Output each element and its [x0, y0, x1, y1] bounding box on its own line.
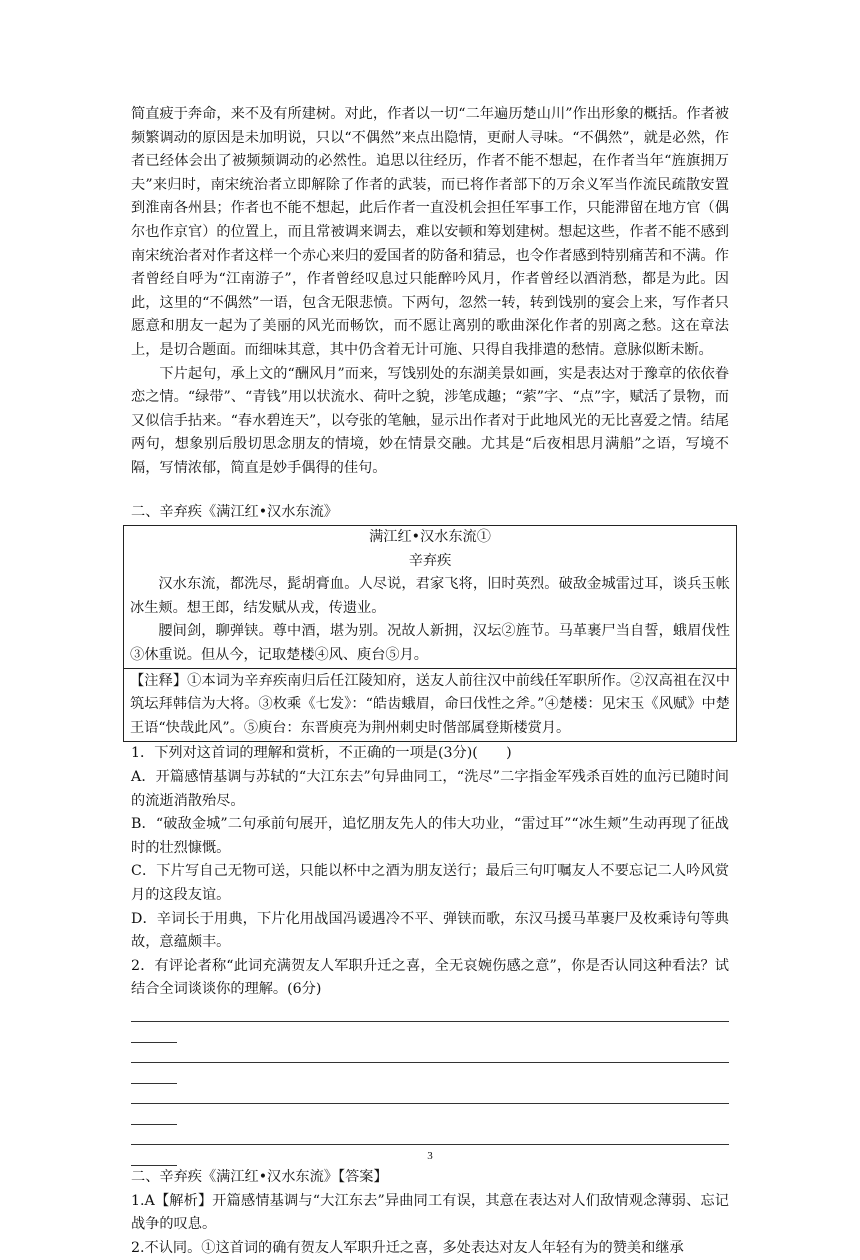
analysis-paragraph-1: 简直疲于奔命，来不及有所建树。对此，作者以一切“二年遍历楚山川”作出形象的概括。作者被频繁调动的原因是未加明说，只以“不偶然”来点出隐情，更耐人寻味。“不偶然”，就是必然，作者已经体会出了被频频调动的必然性。追思以往经历，作者不能不想起，在作者当年“旌旗拥万夫”来归时，南宋统治者立即解除了作者的武装，而已将作者部下的万余义军当作流民疏散安置到淮南各州县；作者也不能不想起，此后作者一直没机会担任军事工作，只能滞留在地方官（偶尔也作京官）的位置上，而且常被调来调去，难以安顿和筹划建树。想起这些，作者不能不感到南宋统治者对作者这样一个赤心来归的爱国者的防备和猜忌，也令作者感到特别痛苦和不满。作者曾经自呼为“江南游子”，作者曾经叹息过只能醉吟风月，作者曾经以酒消愁，都是为此。因此，这里的“不偶然”一语，包含无限悲愤。下两句，忽然一转，转到饯别的宴会上来，写作者只愿意和朋友一起为了美丽的风光而畅饮，而不愿让离别的歌曲深化作者的别离之愁。这在章法上，是切合题面。而细味其意，其中仍含着无计可施、只得自我排遣的愁情。意脉似断未断。 — [131, 106, 729, 358]
answer-line — [131, 1002, 729, 1023]
answer-line-short — [131, 1022, 177, 1043]
page-content — [131, 103, 729, 1260]
question-1-option-d: D．辛词长于用典，下片化用战国冯谖遇冷不平、弹铗而歌，东汉马援马革裹尸及枚乘诗句等典故，意蕴颇丰。 — [131, 910, 729, 951]
poem-title: 满江红•汉水东流① — [369, 529, 491, 546]
question-2: 2．有评论者称“此词充满贺友人军职升迁之喜，全无哀婉伤感之意”，你是否认同这种看法？试结合全词谈谈你的理解。(6分) — [131, 957, 729, 998]
answer-line-short — [131, 1104, 177, 1125]
section-title: 二、辛弃疾《满江红•汉水东流》 — [131, 503, 338, 520]
poem-stanza-2: 腰间剑，聊弹铗。尊中酒，堪为别。况故人新拥，汉坛②旌节。马革裹尸当自誓，蛾眉伐性③休重说。但从今，记取楚楼④风、庾台⑤月。 — [130, 623, 730, 664]
page-number: 3 — [427, 1150, 433, 1162]
answer-line — [131, 1125, 729, 1146]
answer-line — [131, 1084, 729, 1105]
answer-2: 2.不认同。①这首词的确有贺友人军职升迁之喜，多处表达对友人年轻有为的赞美和继承 — [131, 1239, 684, 1256]
poem-stanza-1: 汉水东流，都洗尽，髭胡膏血。人尽说，君家飞将，旧时英烈。破敌金城雷过耳，谈兵玉帐冰生颊。想王郎，结发赋从戎，传遗业。 — [130, 576, 730, 616]
answer-title: 二、辛弃疾《满江红•汉水东流》【答案】 — [131, 1168, 388, 1185]
question-1-option-a: A．开篇感情基调与苏轼的“大江东去”句异曲同工，“洗尽”二字指金军残杀百姓的血污已随时间的流逝消散殆尽。 — [131, 769, 729, 809]
answer-line-short — [131, 1063, 177, 1084]
analysis-paragraph-2: 下片起句，承上文的“酬风月”而来，写饯别处的东湖美景如画，实是表达对于豫章的依依眷恋之情。“绿带”、“青钱”用以状流水、荷叶之貌，涉笔成趣；“萦”字、“点”字，赋活了景物，而又似信手拈来。“春水碧连天”，以夸张的笔触，显示出作者对于此地风光的无比喜爱之情。结尾两句，想象别后殷切思念朋友的情境，妙在情景交融。尤其是“后夜相思月满船”之语，写境不隔，写情浓郁，简直是妙手偶得的佳句。 — [131, 365, 729, 476]
answer-lines — [131, 1002, 729, 1166]
poem-notes: 【注释】①本词为辛弃疾南归后任江陵知府，送友人前往汉中前线任军职所作。②汉高祖在汉中筑坛拜韩信为大将。③枚乘《七发》：“皓齿蛾眉，命曰伐性之斧。”④楚楼：见宋玉《风赋》中楚王语“快哉此风”。⑤庾台：东晋庾亮为荆州刺史时偕部属登斯楼赏月。 — [130, 672, 730, 736]
question-1: 1．下列对这首词的理解和赏析，不正确的一项是(3分)( ) — [131, 745, 512, 762]
poem-box — [123, 525, 737, 669]
question-1-option-c: C．下片写自己无物可送，只能以杯中之酒为朋友送行；最后三句叮嘱友人不要忘记二人吟风赏月的这段友谊。 — [131, 863, 729, 903]
answer-line — [131, 1043, 729, 1064]
poem-author: 辛弃疾 — [408, 552, 452, 569]
question-1-option-b: B．“破敌金城”二句承前句展开，追忆朋友先人的伟大功业，“雷过耳”“冰生颊”生动再现了征战时的壮烈慷慨。 — [131, 816, 729, 856]
poem-notes-box — [123, 669, 737, 743]
answer-1: 1.A【解析】开篇感情基调与“大江东去”异曲同工有误，其意在表达对人们敌情观念薄弱、忘记战争的叹息。 — [131, 1192, 729, 1233]
